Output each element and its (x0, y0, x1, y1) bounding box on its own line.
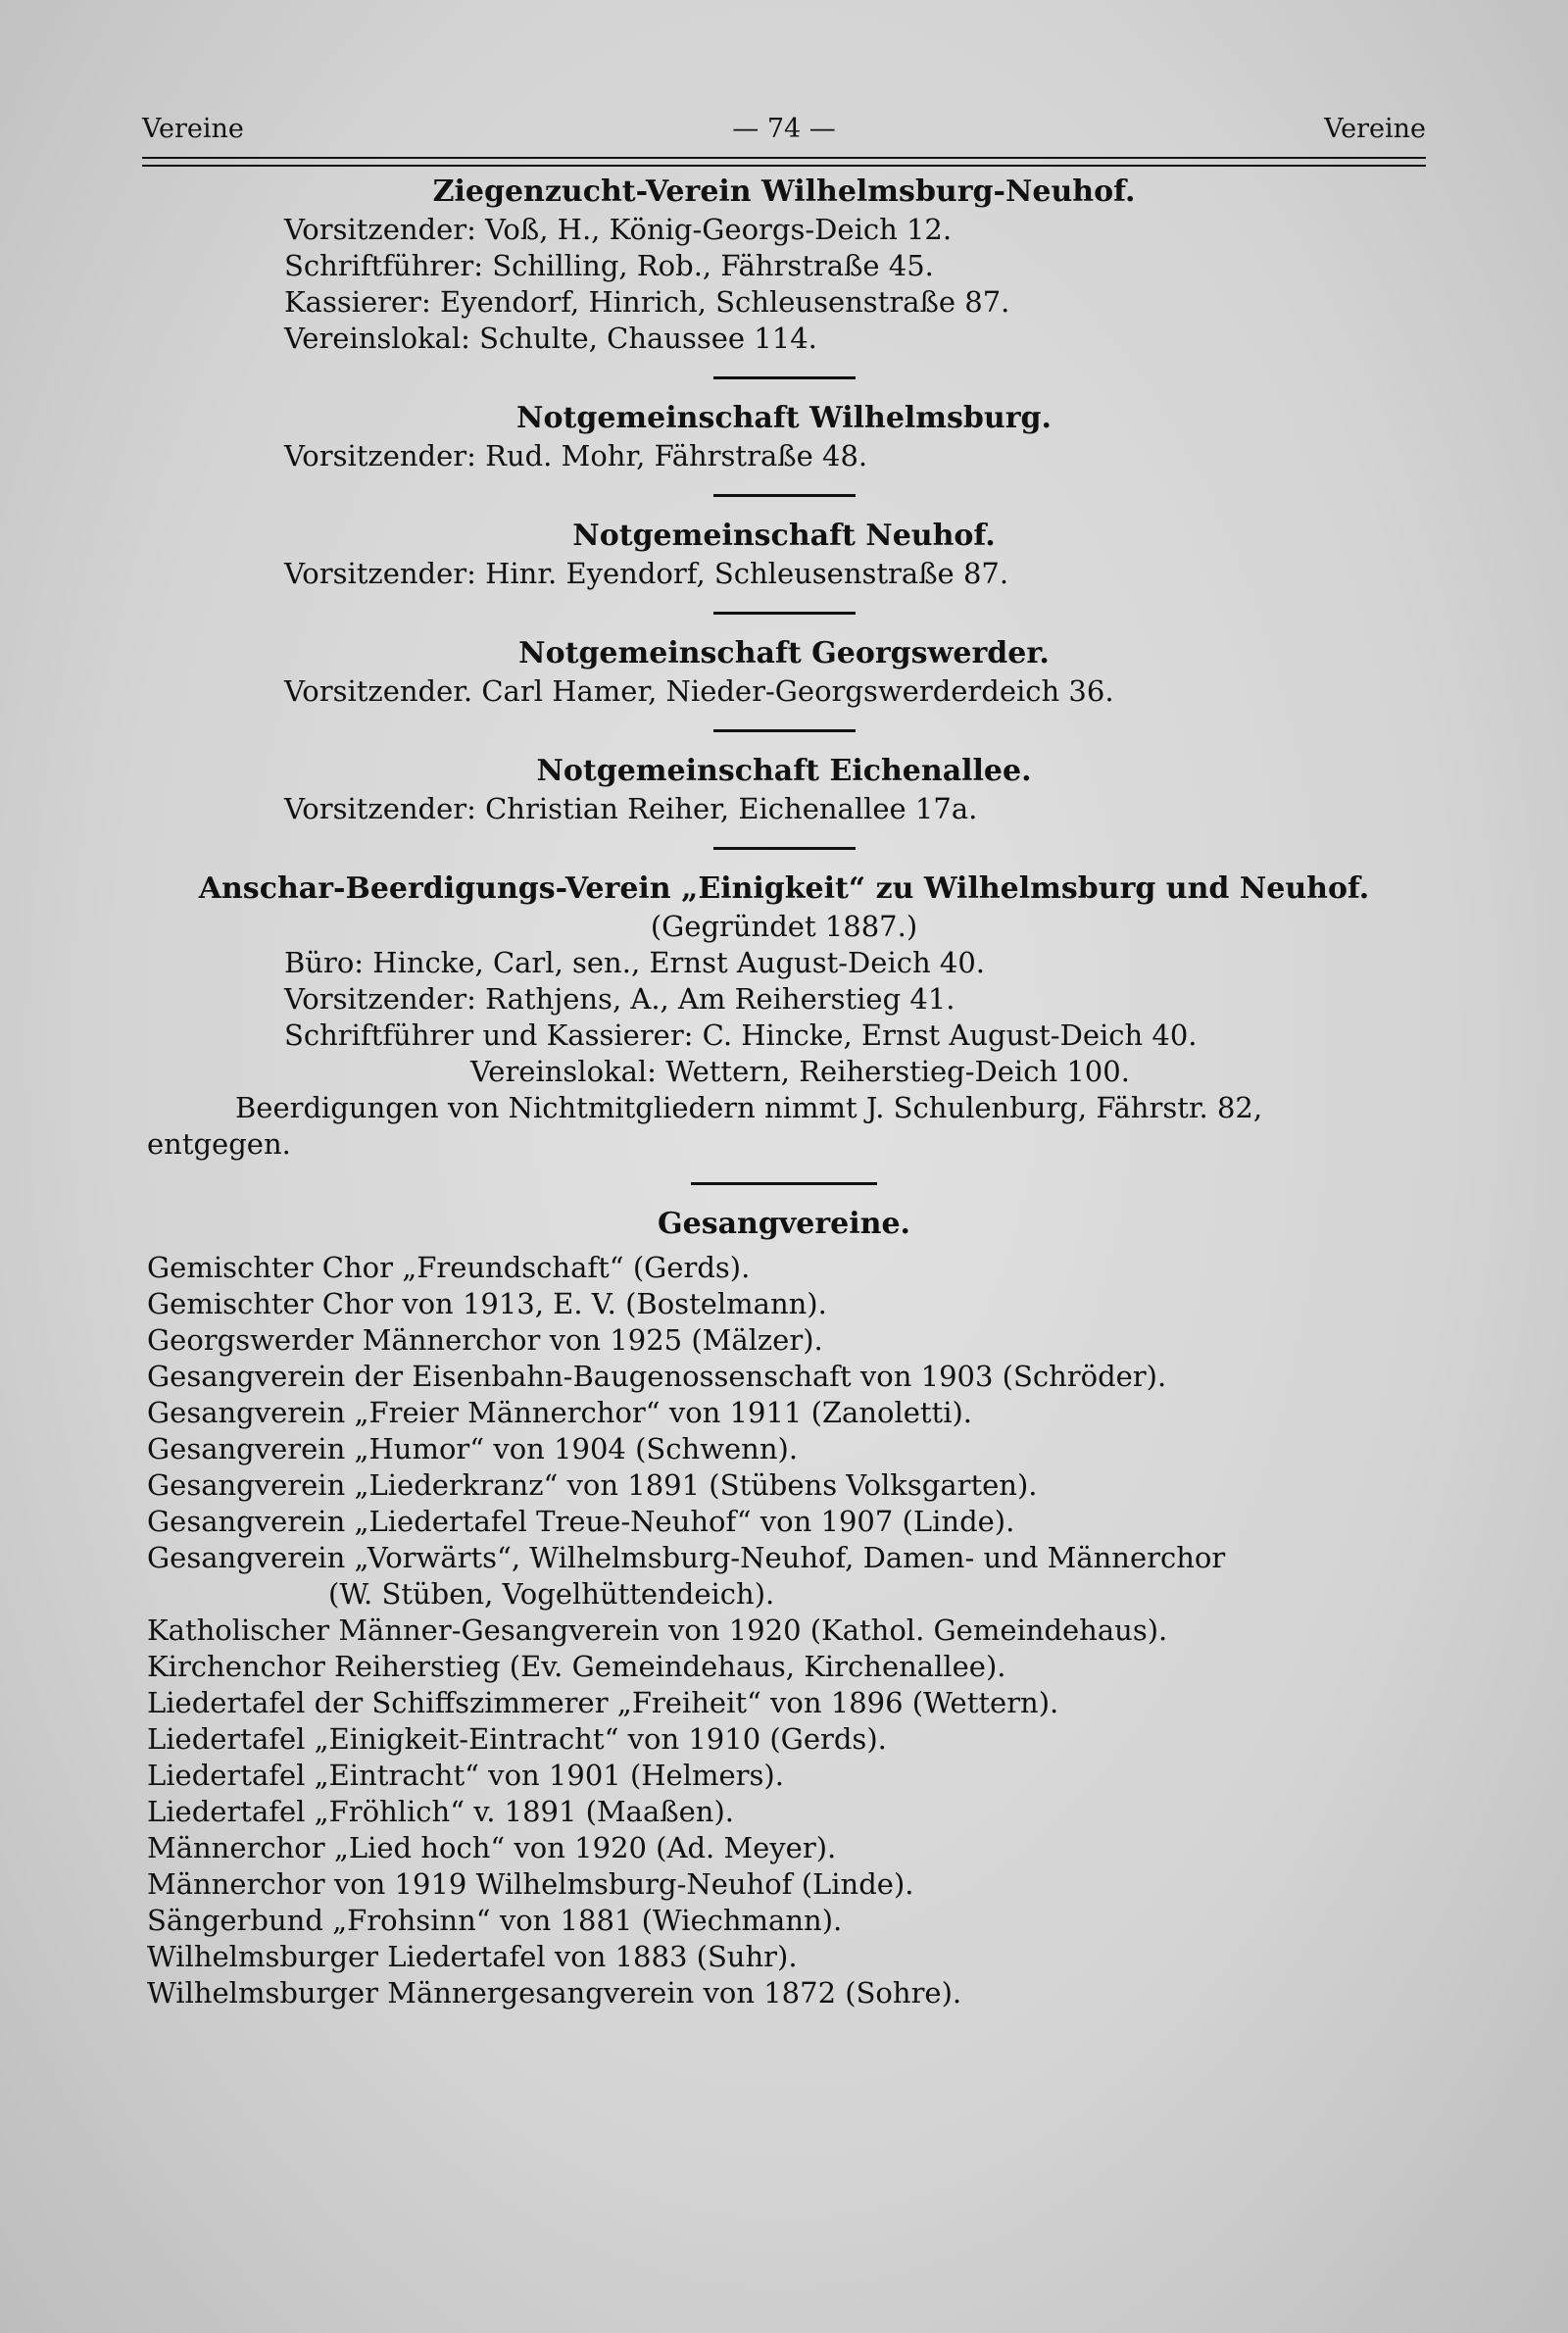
list-item: Gemischter Chor von 1913, E. V. (Bostelmann). (147, 1287, 827, 1320)
section-divider (691, 1182, 877, 1185)
anschar-line: Schriftführer und Kassierer: C. Hincke, Ernst August-Deich 40. (284, 1018, 1198, 1052)
section-title-ziegenzucht: Ziegenzucht-Verein Wilhelmsburg-Neuhof. (432, 174, 1136, 209)
section-title-gesangvereine: Gesangvereine. (658, 1207, 910, 1241)
ziegenzucht-line: Vereinslokal: Schulte, Chaussee 114. (284, 322, 817, 355)
list-item: Wilhelmsburger Liedertafel von 1883 (Suhr). (147, 1940, 798, 1973)
list-item: Liedertafel der Schiffszimmerer „Freiheit“ von 1896 (Wettern). (147, 1686, 1059, 1719)
header-left: Vereine (142, 114, 244, 144)
not-neuhof-line: Vorsitzender: Hinr. Eyendorf, Schleusenstraße 87. (284, 557, 1009, 590)
page-number: — 74 — (732, 114, 836, 144)
list-item: Katholischer Männer-Gesangverein von 1920 (Kathol. Gemeindehaus). (147, 1613, 1168, 1647)
not-wilhelmsburg-line: Vorsitzender: Rud. Mohr, Fährstraße 48. (284, 439, 868, 472)
list-item: Männerchor von 1919 Wilhelmsburg-Neuhof (Linde). (147, 1867, 914, 1901)
list-item: Gesangverein „Liederkranz“ von 1891 (Stübens Volksgarten). (147, 1468, 1038, 1502)
section-title-not-neuhof: Notgemeinschaft Neuhof. (572, 519, 996, 553)
list-item: Männerchor „Lied hoch“ von 1920 (Ad. Meyer). (147, 1831, 837, 1864)
section-divider (713, 729, 856, 732)
running-header (142, 114, 1426, 153)
list-item: Wilhelmsburger Männergesangverein von 1872 (Sohre). (147, 1976, 962, 2010)
list-item: Liedertafel „Eintracht“ von 1901 (Helmers). (147, 1759, 784, 1792)
page-content (147, 173, 1421, 2011)
section-title-not-eichenallee: Notgemeinschaft Eichenallee. (536, 754, 1032, 788)
list-item: Gesangverein „Freier Männerchor“ von 1911 (Zanoletti). (147, 1396, 973, 1429)
header-right: Vereine (1324, 114, 1426, 144)
section-divider (713, 494, 856, 497)
gesangvereine-list (147, 1250, 1421, 2011)
list-item: Gesangverein „Liedertafel Treue-Neuhof“ von 1907 (Linde). (147, 1505, 1015, 1538)
list-item: Gemischter Chor „Freundschaft“ (Gerds). (147, 1251, 751, 1284)
anschar-lokal: Vereinslokal: Wettern, Reiherstieg-Deich 100. (470, 1055, 1130, 1088)
ziegenzucht-line: Schriftführer: Schilling, Rob., Fährstraße 45. (284, 249, 934, 282)
anschar-note-line1: Beerdigungen von Nichtmitgliedern nimmt J. Schulenburg, Fährstr. 82, (235, 1091, 1263, 1124)
list-item: Gesangverein der Eisenbahn-Baugenossenschaft von 1903 (Schröder). (147, 1360, 1167, 1393)
anschar-note-line2: entgegen. (147, 1127, 291, 1161)
list-item: Gesangverein „Vorwärts“, Wilhelmsburg-Neuhof, Damen- und Männerchor (147, 1541, 1226, 1574)
anschar-founded: (Gegründet 1887.) (650, 910, 918, 943)
list-item-continuation: (W. Stüben, Vogelhüttendeich). (328, 1577, 775, 1611)
list-item: Georgswerder Männerchor von 1925 (Mälzer). (147, 1323, 823, 1357)
section-divider (713, 612, 856, 615)
not-georgswerder-line: Vorsitzender. Carl Hamer, Nieder-Georgswerderdeich 36. (284, 674, 1114, 708)
list-item: Sängerbund „Frohsinn“ von 1881 (Wiechmann). (147, 1904, 843, 1937)
section-title-not-wilhelmsburg: Notgemeinschaft Wilhelmsburg. (516, 401, 1052, 435)
section-title-not-georgswerder: Notgemeinschaft Georgswerder. (518, 636, 1050, 670)
anschar-line: Vorsitzender: Rathjens, A., Am Reiherstieg 41. (284, 982, 956, 1016)
list-item: Kirchenchor Reiherstieg (Ev. Gemeindehaus, Kirchenallee). (147, 1650, 1006, 1683)
section-divider (713, 376, 856, 379)
list-item: Gesangverein „Humor“ von 1904 (Schwenn). (147, 1432, 799, 1465)
list-item: Liedertafel „Einigkeit-Eintracht“ von 1910 (Gerds). (147, 1722, 887, 1756)
anschar-line: Büro: Hincke, Carl, sen., Ernst August-Deich 40. (284, 946, 985, 979)
section-title-anschar: Anschar-Beerdigungs-Verein „Einigkeit“ zu Wilhelmsburg und Neuhof. (198, 871, 1370, 906)
list-item: Liedertafel „Fröhlich“ v. 1891 (Maaßen). (147, 1795, 735, 1828)
section-divider (713, 847, 856, 850)
not-eichenallee-line: Vorsitzender: Christian Reiher, Eichenallee 17a. (284, 792, 978, 825)
ziegenzucht-line: Vorsitzender: Voß, H., König-Georgs-Deich 12. (284, 213, 953, 246)
ziegenzucht-line: Kassierer: Eyendorf, Hinrich, Schleusenstraße 87. (284, 285, 1010, 319)
header-rule (142, 157, 1426, 167)
